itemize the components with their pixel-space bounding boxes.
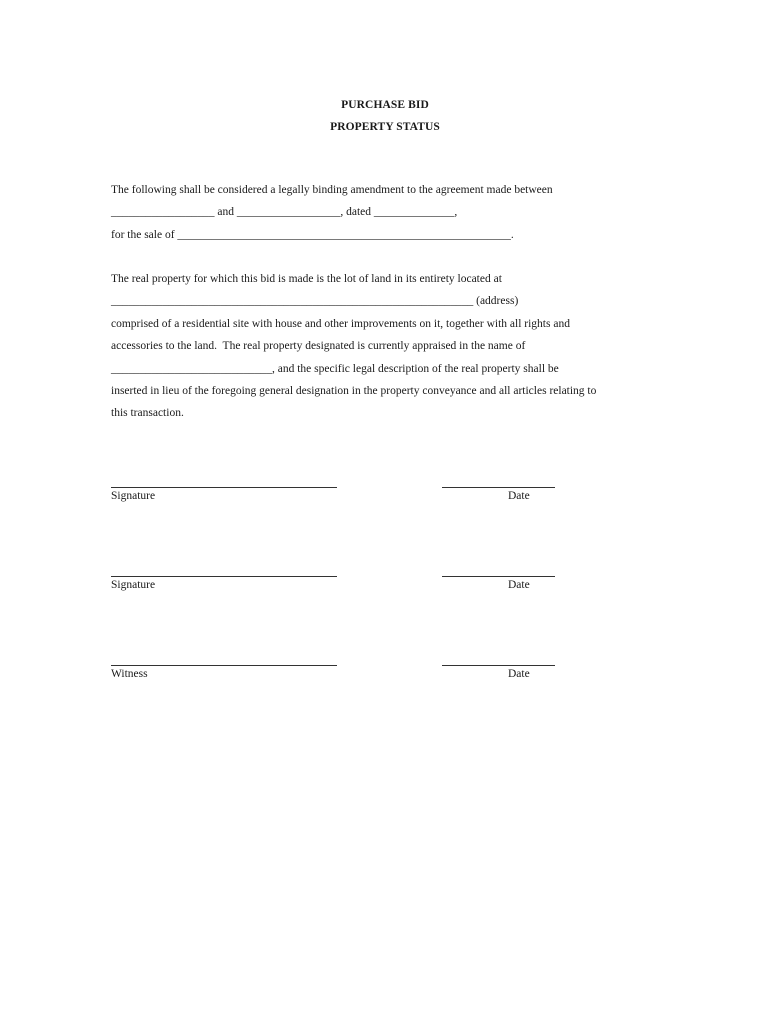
date-label: Date (508, 668, 530, 680)
signature-block (111, 476, 337, 502)
paragraph-line: accessories to the land. The real property designated is currently appraised in the name of (111, 340, 526, 353)
paragraph-line: comprised of a residential site with house and other improvements on it, together with all rights and (111, 317, 570, 330)
signature-label: Signature (111, 579, 156, 591)
date-block (442, 565, 555, 591)
paragraph-line: for the sale of __________________________________________________________. (111, 228, 514, 241)
property-paragraph (111, 268, 671, 425)
paragraph-line: inserted in lieu of the foregoing general designation in the property conveyance and all articles relating to (111, 385, 597, 398)
paragraph-line: this transaction. (111, 407, 184, 420)
paragraph-line: The real property for which this bid is made is the lot of land in its entirety located at (111, 273, 502, 285)
paragraph-line: ____________________________, and the specific legal description of the real property shall be (111, 362, 559, 375)
agreement-paragraph (111, 179, 671, 246)
date-block (442, 476, 555, 502)
date-line (442, 476, 555, 488)
witness-label: Witness (111, 668, 148, 680)
title-purchase-bid: PURCHASE BID (341, 99, 429, 111)
date-line (442, 654, 555, 666)
witness-row (111, 654, 671, 694)
document-title (0, 94, 770, 138)
signature-row (111, 476, 671, 516)
title-property-status: PROPERTY STATUS (330, 121, 440, 133)
signature-row (111, 565, 671, 605)
witness-block (111, 654, 337, 680)
signature-label: Signature (111, 490, 156, 502)
date-label: Date (508, 490, 530, 502)
witness-line (111, 654, 337, 666)
paragraph-line: _______________________________________________________________ (address) (111, 295, 519, 308)
date-line (442, 565, 555, 577)
signature-line (111, 565, 337, 577)
signature-line (111, 476, 337, 488)
signature-block (111, 565, 337, 591)
date-block (442, 654, 555, 680)
paragraph-line: The following shall be considered a legally binding amendment to the agreement made between (111, 184, 553, 196)
paragraph-line: __________________ and __________________, dated ______________, (111, 206, 458, 219)
date-label: Date (508, 579, 530, 591)
